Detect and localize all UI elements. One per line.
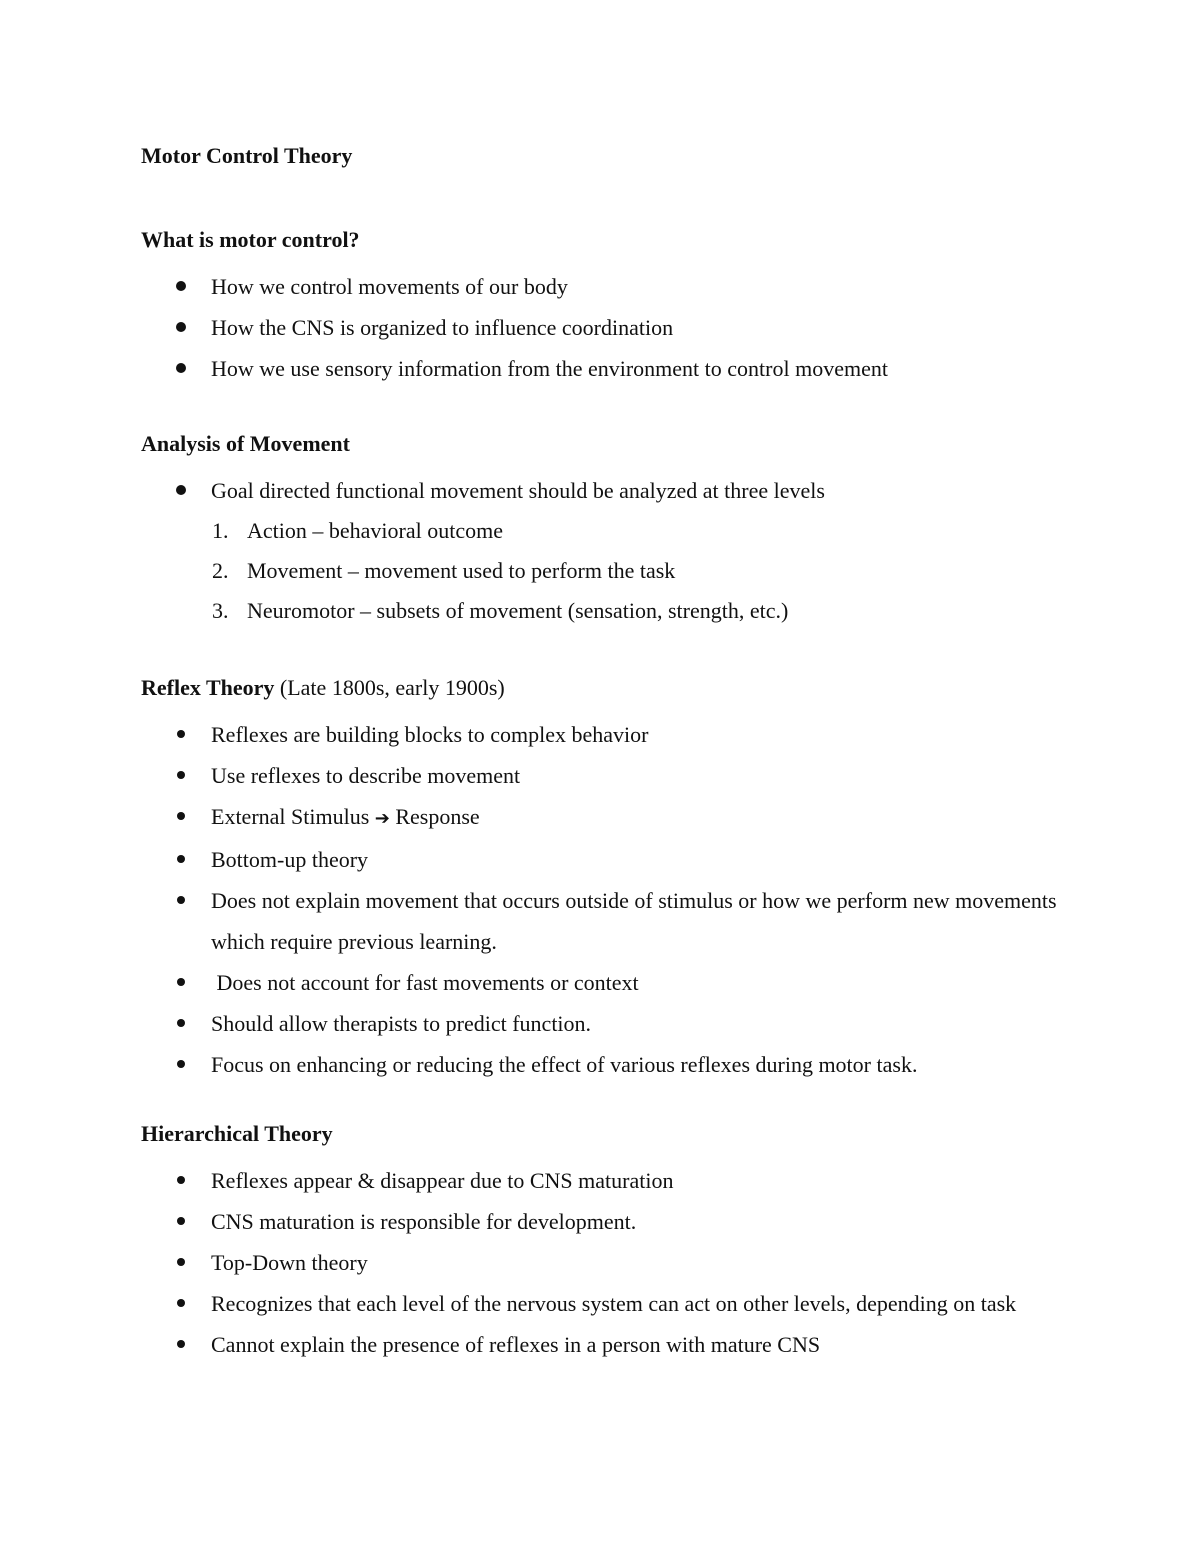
section-reflex-theory	[141, 673, 1061, 1085]
bullet-icon	[176, 485, 186, 495]
list-item: Does not account for fast movements or context	[141, 962, 1061, 1003]
list-item: Should allow therapists to predict function.	[141, 1003, 1061, 1044]
list-item: Cannot explain the presence of reflexes in a person with mature CNS	[141, 1324, 1061, 1365]
list-item: CNS maturation is responsible for development.	[141, 1201, 1061, 1242]
bullet-icon	[176, 281, 186, 291]
bullet-icon	[177, 1340, 185, 1348]
bullet-list	[141, 714, 1061, 1085]
list-item: Focus on enhancing or reducing the effect of various reflexes during motor task.	[141, 1044, 1061, 1085]
section-heading: Analysis of Movement	[141, 431, 350, 456]
bullet-icon	[177, 1258, 185, 1266]
list-item: How we use sensory information from the environment to control movement	[141, 348, 1061, 389]
bullet-icon	[177, 1019, 185, 1027]
list-item: 2. Movement – movement used to perform the task	[212, 558, 676, 583]
bullet-icon	[177, 730, 185, 738]
bullet-icon	[177, 1176, 185, 1184]
list-item: External Stimulus ➔ Response	[141, 796, 1061, 839]
section-hierarchical-theory	[141, 1119, 1061, 1365]
bullet-icon	[176, 322, 186, 332]
section-heading: Hierarchical Theory	[141, 1121, 333, 1146]
list-item: Use reflexes to describe movement	[141, 755, 1061, 796]
list-item: 1. Action – behavioral outcome	[212, 518, 503, 543]
list-item: How the CNS is organized to influence coordination	[141, 307, 1061, 348]
section-motor-control	[141, 225, 1061, 389]
bullet-list	[141, 470, 1061, 511]
list-item: Top-Down theory	[141, 1242, 1061, 1283]
document-title: Motor Control Theory	[141, 143, 353, 168]
section-heading: Reflex Theory (Late 1800s, early 1900s)	[141, 675, 505, 700]
bullet-icon	[177, 1060, 185, 1068]
bullet-icon	[177, 855, 185, 863]
section-analysis	[141, 429, 1061, 631]
arrow-right-icon: ➔	[374, 808, 390, 829]
list-item: 3. Neuromotor – subsets of movement (sensation, strength, etc.)	[212, 598, 789, 623]
bullet-icon	[177, 771, 185, 779]
bullet-icon	[177, 978, 185, 986]
section-heading: What is motor control?	[141, 227, 360, 252]
list-item: Recognizes that each level of the nervous system can act on other levels, depending on task	[141, 1283, 1061, 1324]
bullet-icon	[176, 363, 186, 373]
bullet-icon	[177, 1299, 185, 1307]
bullet-list	[141, 266, 1061, 389]
list-item: Reflexes are building blocks to complex behavior	[141, 714, 1061, 755]
list-item: Reflexes appear & disappear due to CNS maturation	[141, 1160, 1061, 1201]
bullet-list	[141, 1160, 1061, 1365]
numbered-list	[141, 511, 1061, 631]
list-item: Goal directed functional movement should be analyzed at three levels	[141, 470, 1061, 511]
bullet-icon	[177, 1217, 185, 1225]
list-item: How we control movements of our body	[141, 266, 1061, 307]
bullet-icon	[177, 896, 185, 904]
list-item: Bottom-up theory	[141, 839, 1061, 880]
bullet-icon	[177, 812, 185, 820]
list-item: Does not explain movement that occurs outside of stimulus or how we perform new movements which require previous learning.	[141, 880, 1061, 962]
